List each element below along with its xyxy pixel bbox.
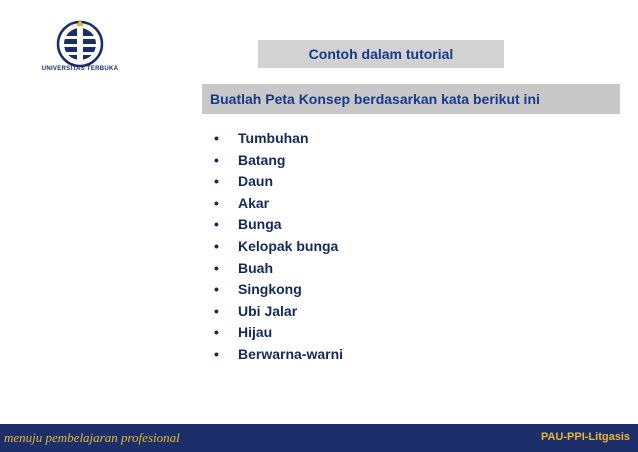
list-item: [214, 214, 343, 236]
list-item: [214, 258, 343, 280]
list-item-label: Buah: [238, 259, 273, 276]
bullet-icon: •: [214, 194, 219, 211]
list-item-label: Kelopak bunga: [238, 237, 339, 254]
logo-caption: UNIVERSITAS TERBUKA: [41, 66, 119, 72]
list-item: [214, 322, 343, 344]
list-item-label: Singkong: [238, 281, 302, 298]
list-item: [214, 279, 343, 301]
bullet-icon: •: [214, 302, 219, 319]
list-item: [214, 236, 343, 258]
bullet-icon: •: [214, 130, 219, 146]
bullet-icon: •: [214, 345, 219, 362]
list-item: [214, 344, 343, 366]
list-item-label: Berwarna-warni: [238, 345, 344, 362]
list-item-label: Bunga: [238, 216, 282, 233]
instruction-text: Buatlah Peta Konsep berdasarkan kata berikut ini: [202, 84, 620, 114]
list-item: [214, 128, 343, 150]
university-emblem-icon: [44, 18, 116, 82]
list-item-label: Tumbuhan: [238, 130, 309, 146]
bullet-icon: •: [214, 259, 219, 276]
list-item-label: Hijau: [238, 324, 273, 341]
bullet-icon: •: [214, 281, 219, 298]
list-item: [214, 171, 343, 193]
concept-word-list: [214, 128, 343, 366]
slide-title: Contoh dalam tutorial: [258, 40, 504, 68]
footer-bar: [0, 424, 638, 452]
bullet-icon: •: [214, 324, 219, 341]
bullet-icon: •: [214, 216, 219, 233]
list-item: [214, 150, 343, 172]
bullet-icon: •: [214, 151, 219, 168]
list-item: [214, 193, 343, 215]
footer-tagline: menuju pembelajaran profesional: [4, 430, 180, 445]
list-item-label: Daun: [238, 173, 273, 190]
bullet-icon: •: [214, 173, 219, 190]
list-item-label: Batang: [238, 151, 286, 168]
bullet-icon: •: [214, 237, 219, 254]
footer-credit: PAU-PPI-Litgasis: [540, 431, 630, 443]
list-item-label: Akar: [238, 194, 270, 211]
list-item-label: Ubi Jalar: [238, 302, 298, 319]
list-item: [214, 301, 343, 323]
